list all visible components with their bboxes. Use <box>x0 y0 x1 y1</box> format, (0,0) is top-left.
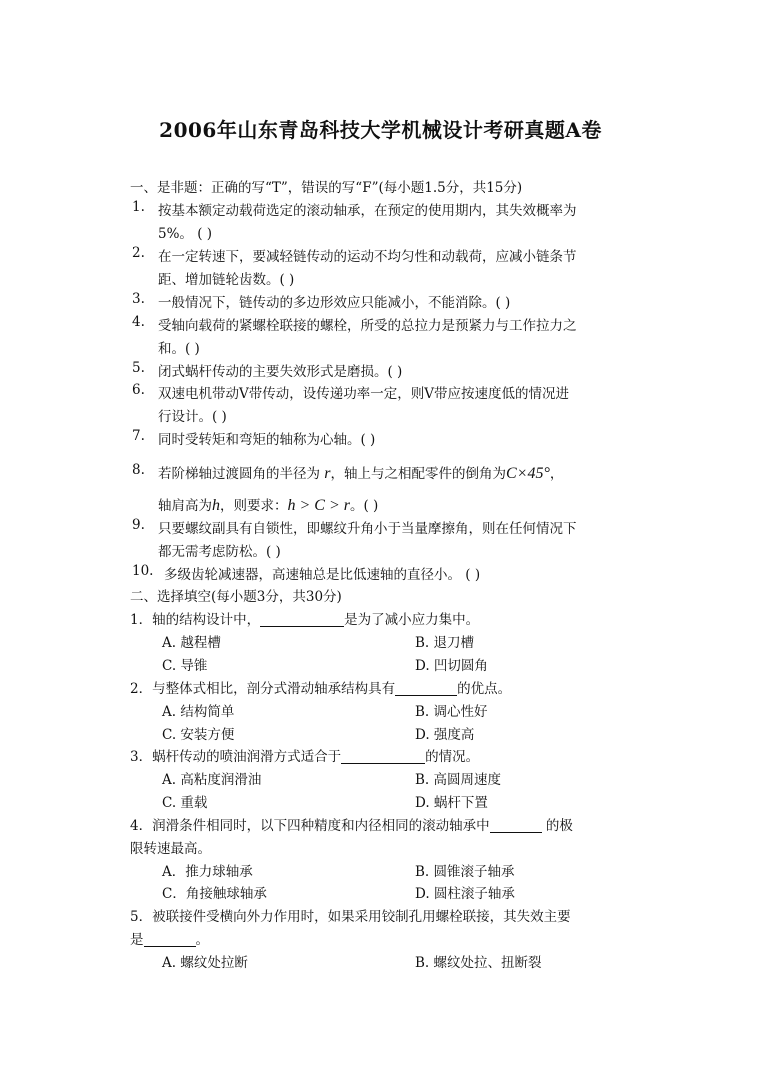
question-text: 3．蜗杆传动的喷油润滑方式适合于 <box>130 749 342 765</box>
option-a: A. 越程槽 <box>162 635 221 651</box>
question-5: 5．被联接件受横向外力作用时，如果采用铰制孔用螺栓联接，其失效主要 <box>130 909 571 925</box>
item-number: 3. <box>132 291 145 307</box>
option-b: B. 调心性好 <box>415 704 488 720</box>
option-a: A．推力球轴承 <box>162 864 253 880</box>
option-d: D. 强度高 <box>415 727 475 743</box>
item-text-continued: 都无需考虑防松。( ) <box>158 544 281 560</box>
option-d: D. 圆柱滚子轴承 <box>415 886 515 902</box>
section-2-heading: 二、选择填空(每小题3分，共30分) <box>130 589 342 605</box>
item-text: 双速电机带动V带传动，设传递功率一定，则V带应按速度低的情况进 <box>158 386 569 402</box>
option-b: B. 圆锥滚子轴承 <box>415 864 515 880</box>
item-number: 6. <box>132 382 145 398</box>
variable-chamfer: C×45° <box>506 465 550 482</box>
option-c: C．角接触球轴承 <box>162 886 267 902</box>
question-4-continued: 限转速最高。 <box>130 841 211 857</box>
item-number: 1. <box>132 199 145 215</box>
item-text-continued: 距、增加链轮齿数。( ) <box>158 272 295 288</box>
item-text: 多级齿轮减速器，高速轴总是比低速轴的直径小。 ( ) <box>164 567 481 583</box>
question-3 <box>130 745 479 765</box>
item-8-line-1 <box>158 462 563 483</box>
item-text: 若阶梯轴过渡圆角的半径为 <box>158 466 325 482</box>
answer-blank[interactable] <box>341 749 425 764</box>
item-text: 在一定转速下，要减轻链传动的运动不均匀性和动载荷，应减小链条节 <box>158 249 577 265</box>
page-title: 2006年山东青岛科技大学机械设计考研真题A卷 <box>159 118 602 142</box>
option-a: A. 螺纹处拉断 <box>162 955 248 971</box>
inequality: h > C > r <box>287 497 350 514</box>
item-number: 4. <box>132 314 145 330</box>
variable-h: h <box>212 497 220 514</box>
item-text: 。( ) <box>350 498 379 514</box>
variable-r: r <box>324 465 331 482</box>
item-text: 一般情况下，链传动的多边形效应只能减小，不能消除。( ) <box>158 295 511 311</box>
item-text: ， <box>549 466 564 482</box>
question-4 <box>130 814 573 834</box>
item-8-line-2 <box>158 494 378 515</box>
item-number: 2. <box>132 245 145 261</box>
item-text: ，则要求： <box>220 498 288 514</box>
question-text: 4．润滑条件相同时，以下四种精度和内径相同的滚动轴承中 <box>130 818 490 834</box>
option-d: D. 凹切圆角 <box>415 658 488 674</box>
option-c: C. 重载 <box>162 795 208 811</box>
question-text: 的优点。 <box>457 681 512 697</box>
question-1 <box>130 608 479 628</box>
option-a: A. 高粘度润滑油 <box>162 772 262 788</box>
question-5-continued <box>130 928 209 948</box>
question-text: 。 <box>195 932 209 948</box>
option-d: D. 蜗杆下置 <box>415 795 488 811</box>
question-text: 2．与整体式相比，剖分式滑动轴承结构具有 <box>130 681 396 697</box>
question-text: 1．轴的结构设计中， <box>130 612 261 628</box>
item-number: 10. <box>132 563 154 579</box>
question-text: 的情况。 <box>425 749 480 765</box>
item-text: 受轴向载荷的紧螺栓联接的螺栓，所受的总拉力是预紧力与工作拉力之 <box>158 318 577 334</box>
question-text: 是 <box>130 932 144 948</box>
item-text-continued: 5%。 ( ) <box>158 226 213 242</box>
item-text-continued: 行设计。( ) <box>158 409 227 425</box>
item-number: 5. <box>132 360 145 376</box>
item-text: ，轴上与之相配零件的倒角为 <box>330 466 507 482</box>
question-text: 的极 <box>541 818 573 834</box>
option-c: C. 安装方便 <box>162 727 235 743</box>
item-text-continued: 和。( ) <box>158 341 200 357</box>
option-b: B. 螺纹处拉、扭断裂 <box>415 955 542 971</box>
item-number: 8. <box>132 462 145 478</box>
item-text: 轴肩高为 <box>158 498 212 514</box>
section-1-heading: 一、是非题：正确的写“T”，错误的写“F”(每小题1.5分，共15分) <box>130 180 523 196</box>
option-b: B. 退刀槽 <box>415 635 475 651</box>
item-text: 按基本额定动载荷选定的滚动轴承，在预定的使用期内，其失效概率为 <box>158 203 577 219</box>
item-number: 7. <box>132 428 145 444</box>
option-c: C. 导锥 <box>162 658 208 674</box>
item-number: 9. <box>132 517 145 533</box>
question-text: 是为了减小应力集中。 <box>344 612 480 628</box>
item-text: 只要螺纹副具有自锁性，即螺纹升角小于当量摩擦角，则在任何情况下 <box>158 521 577 537</box>
item-text: 闭式蜗杆传动的主要失效形式是磨损。( ) <box>158 364 403 380</box>
item-text: 同时受转矩和弯矩的轴称为心轴。( ) <box>158 432 376 448</box>
answer-blank[interactable] <box>144 932 196 947</box>
answer-blank[interactable] <box>395 681 457 696</box>
option-a: A. 结构简单 <box>162 704 235 720</box>
option-b: B. 高圆周速度 <box>415 772 502 788</box>
answer-blank[interactable] <box>490 818 542 833</box>
question-2 <box>130 677 511 697</box>
answer-blank[interactable] <box>260 612 344 627</box>
